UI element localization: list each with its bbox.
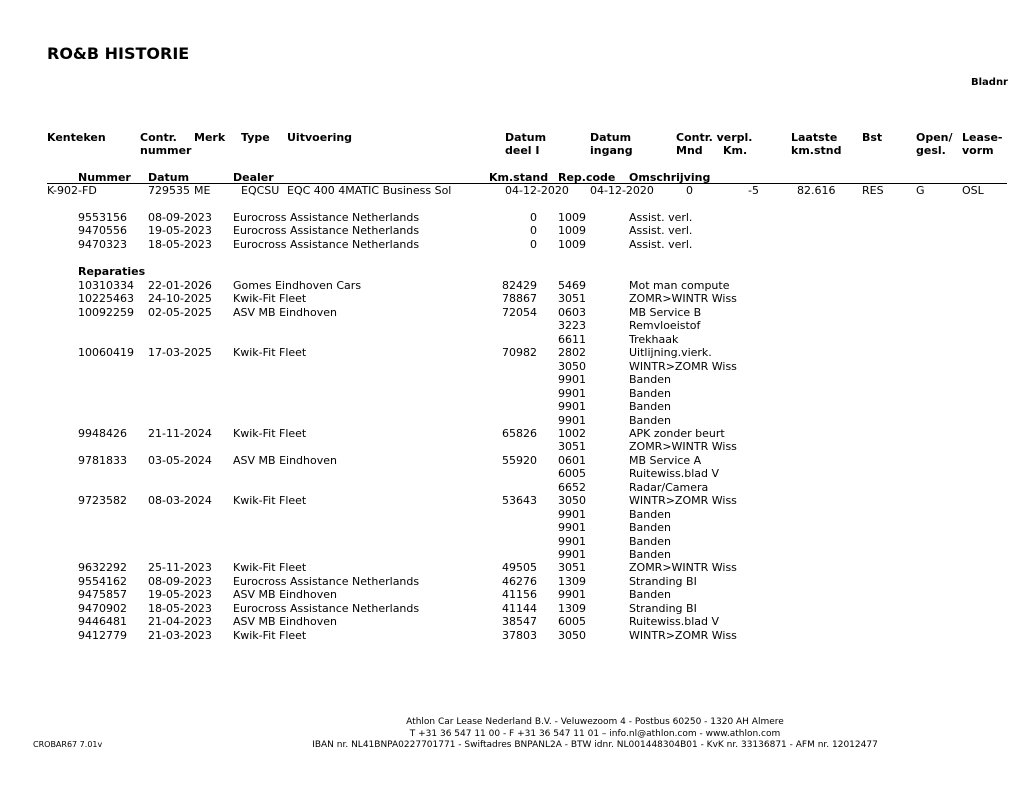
footer-address: Athlon Car Lease Nederland B.V. - Veluwezoom 4 - Postbus 60250 - 1320 AH Almere (406, 717, 784, 727)
row-repcode: 1309 (558, 601, 586, 615)
vehicle-type: EQCSU (241, 184, 280, 197)
row-omschrijving: WINTR>ZOMR Wiss (629, 628, 737, 642)
row-datum: 08-09-2023 (148, 574, 212, 588)
row-datum: 22-01-2026 (148, 279, 212, 292)
row-datum: 08-09-2023 (148, 211, 212, 224)
row-omschrijving: Assist. verl. (629, 211, 693, 224)
header-nummer: Nummer (78, 171, 131, 184)
row-repcode: 3051 (558, 440, 586, 454)
row-omschrijving: Banden (629, 534, 671, 548)
row-datum: 21-03-2023 (148, 628, 212, 642)
row-nummer: 9470556 (78, 224, 127, 238)
row-nummer: 9412779 (78, 628, 127, 642)
header-gesl: gesl. (916, 144, 946, 157)
footer-bank: IBAN nr. NL41BNPA0227701771 - Swiftadres BNPANL2A - BTW idnr. NL001448304B01 - KvK nr. 33136871 - AFM nr. 12012477 (312, 740, 878, 750)
header-datum: Datum (148, 171, 190, 184)
row-repcode: 9901 (558, 386, 586, 400)
row-nummer: 10092259 (78, 305, 134, 319)
row-omschrijving: Banden (629, 507, 671, 521)
row-repcode: 9901 (558, 507, 586, 521)
row-repcode: 1009 (558, 224, 586, 238)
header-datum-deel: Datum (505, 131, 547, 144)
row-kmstand: 41156 (502, 588, 537, 602)
row-repcode: 5469 (558, 279, 586, 292)
vehicle-open-gesl: G (916, 184, 925, 197)
row-omschrijving: ZOMR>WINTR Wiss (629, 561, 737, 575)
row-dealer: Eurocross Assistance Netherlands (233, 574, 420, 588)
footer-contact: T +31 36 547 11 00 - F +31 36 547 11 01 – info.nl@athlon.com - www.athlon.com (409, 729, 781, 739)
header-km: Km. (723, 144, 748, 157)
header-kenteken: Kenteken (47, 131, 106, 144)
row-repcode: 6005 (558, 615, 586, 629)
row-repcode: 9901 (558, 588, 586, 602)
row-omschrijving: Trekhaak (629, 332, 679, 346)
row-nummer: 9781833 (78, 453, 127, 467)
row-repcode: 3050 (558, 628, 586, 642)
vehicle-bst: RES (862, 184, 884, 197)
page-title: RO&B HISTORIE (47, 44, 190, 63)
row-dealer: Eurocross Assistance Netherlands (233, 224, 420, 238)
row-repcode: 0603 (558, 305, 586, 319)
row-dealer: Eurocross Assistance Netherlands (233, 211, 420, 224)
row-datum: 17-03-2025 (148, 346, 212, 360)
row-datum: 24-10-2025 (148, 292, 212, 306)
row-omschrijving: Ruitewiss.blad V (629, 467, 720, 481)
row-omschrijving: MB Service A (629, 453, 702, 467)
row-repcode: 0601 (558, 453, 586, 467)
row-kmstand: 0 (530, 211, 537, 224)
row-omschrijving: WINTR>ZOMR Wiss (629, 494, 737, 508)
row-dealer: Kwik-Fit Fleet (233, 346, 307, 360)
row-dealer: ASV MB Eindhoven (233, 615, 337, 629)
header-datum-ingang: Datum (590, 131, 632, 144)
row-nummer: 9632292 (78, 561, 127, 575)
row-dealer: Eurocross Assistance Netherlands (233, 601, 420, 615)
row-dealer: ASV MB Eindhoven (233, 305, 337, 319)
row-omschrijving: Ruitewiss.blad V (629, 615, 720, 629)
row-datum: 25-11-2023 (148, 561, 212, 575)
row-nummer: 9553156 (78, 211, 127, 224)
row-dealer: ASV MB Eindhoven (233, 453, 337, 467)
row-nummer: 9446481 (78, 615, 127, 629)
row-omschrijving: Banden (629, 413, 671, 427)
header-omschrijving: Omschrijving (629, 171, 711, 184)
header-kmstnd: km.stnd (791, 144, 842, 157)
row-kmstand: 49505 (502, 561, 537, 575)
header-merk: Merk (194, 131, 226, 144)
row-nummer: 9475857 (78, 588, 127, 602)
row-omschrijving: Remvloeistof (629, 319, 701, 333)
row-omschrijving: ZOMR>WINTR Wiss (629, 292, 737, 306)
row-repcode: 1002 (558, 426, 586, 440)
vehicle-merk: ME (194, 184, 211, 197)
row-repcode: 6652 (558, 480, 586, 494)
bladnr-label: Bladnr (970, 77, 1008, 88)
row-repcode: 9901 (558, 521, 586, 535)
row-datum: 19-05-2023 (148, 224, 212, 238)
header-mnd: Mnd (676, 144, 703, 157)
row-omschrijving: WINTR>ZOMR Wiss (629, 359, 737, 373)
reparaties-label: Reparaties (78, 265, 146, 278)
vehicle-laatste-km: 82.616 (797, 184, 836, 197)
row-kmstand: 53643 (502, 494, 537, 508)
row-dealer: Kwik-Fit Fleet (233, 494, 307, 508)
row-dealer: Kwik-Fit Fleet (233, 561, 307, 575)
row-repcode: 1009 (558, 237, 586, 251)
row-kmstand: 46276 (502, 574, 537, 588)
row-omschrijving: APK zonder beurt (629, 426, 725, 440)
header-dealer: Dealer (233, 171, 274, 184)
header-nummer-contr: nummer (140, 144, 192, 157)
row-omschrijving: ZOMR>WINTR Wiss (629, 440, 737, 454)
row-datum: 02-05-2025 (148, 305, 212, 319)
header-contr: Contr. (140, 131, 177, 144)
row-omschrijving: Assist. verl. (629, 237, 693, 251)
row-dealer: Kwik-Fit Fleet (233, 628, 307, 642)
header-lease: Lease- (962, 131, 1003, 144)
row-omschrijving: Banden (629, 548, 671, 561)
header-ingang: ingang (590, 144, 633, 157)
row-repcode: 3051 (558, 292, 586, 306)
row-repcode: 3051 (558, 561, 586, 575)
row-nummer: 10310334 (78, 279, 134, 292)
row-repcode: 1009 (558, 211, 586, 224)
row-repcode: 9901 (558, 534, 586, 548)
vehicle-mnd: 0 (686, 184, 693, 197)
row-datum: 19-05-2023 (148, 588, 212, 602)
header-uitvoering: Uitvoering (287, 131, 353, 144)
row-repcode: 6005 (558, 467, 586, 481)
row-datum: 08-03-2024 (148, 494, 212, 508)
header-kmstand: Km.stand (489, 171, 549, 184)
row-omschrijving: Uitlijning.vierk. (629, 346, 712, 360)
vehicle-datum-ingang: 04-12-2020 (590, 184, 654, 197)
row-omschrijving: Banden (629, 521, 671, 535)
header-deel-i: deel I (505, 144, 540, 157)
row-nummer: 9723582 (78, 494, 127, 508)
row-repcode: 6611 (558, 332, 586, 346)
row-repcode: 9901 (558, 413, 586, 427)
row-kmstand: 0 (530, 237, 537, 251)
row-kmstand: 38547 (502, 615, 537, 629)
row-kmstand: 70982 (502, 346, 537, 360)
row-datum: 21-04-2023 (148, 615, 212, 629)
row-repcode: 3223 (558, 319, 586, 333)
row-nummer: 9470323 (78, 237, 127, 251)
header-contr-verpl: Contr. verpl. (676, 131, 753, 144)
row-omschrijving: Banden (629, 588, 671, 602)
row-nummer: 9470902 (78, 601, 127, 615)
row-kmstand: 72054 (502, 305, 537, 319)
header-open: Open/ (916, 131, 953, 144)
row-kmstand: 78867 (502, 292, 537, 306)
row-dealer: Kwik-Fit Fleet (233, 426, 307, 440)
vehicle-km: -5 (748, 184, 759, 197)
row-datum: 21-11-2024 (148, 426, 212, 440)
form-code: CROBAR67 7.01v (33, 740, 103, 749)
row-kmstand: 37803 (502, 628, 537, 642)
row-omschrijving: Mot man compute (629, 279, 730, 292)
row-dealer: Eurocross Assistance Netherlands (233, 237, 420, 251)
row-repcode: 1309 (558, 574, 586, 588)
row-nummer: 10060419 (78, 346, 134, 360)
row-repcode: 9901 (558, 548, 586, 561)
row-omschrijving: Assist. verl. (629, 224, 693, 238)
header-type: Type (241, 131, 270, 144)
header-vorm: vorm (962, 144, 994, 157)
row-datum: 18-05-2023 (148, 237, 212, 251)
row-omschrijving: Stranding BI (629, 574, 697, 588)
row-repcode: 3050 (558, 494, 586, 508)
row-datum: 18-05-2023 (148, 601, 212, 615)
row-omschrijving: Banden (629, 400, 671, 414)
row-dealer: Kwik-Fit Fleet (233, 292, 307, 306)
vehicle-kenteken: K-902-FD (47, 184, 97, 197)
row-omschrijving: Banden (629, 373, 671, 387)
row-dealer: Gomes Eindhoven Cars (233, 279, 362, 292)
row-repcode: 3050 (558, 359, 586, 373)
row-omschrijving: Banden (629, 386, 671, 400)
row-omschrijving: MB Service B (629, 305, 702, 319)
row-repcode: 9901 (558, 400, 586, 414)
vehicle-contract: 729535 (148, 184, 190, 197)
row-kmstand: 65826 (502, 426, 537, 440)
row-repcode: 2802 (558, 346, 586, 360)
vehicle-lease-vorm: OSL (962, 184, 984, 197)
vehicle-uitvoering: EQC 400 4MATIC Business Sol (287, 184, 452, 197)
header-repcode: Rep.code (558, 171, 616, 184)
header-bst: Bst (862, 131, 883, 144)
vehicle-datum-deel: 04-12-2020 (505, 184, 569, 197)
row-nummer: 9554162 (78, 574, 127, 588)
row-kmstand: 55920 (502, 453, 537, 467)
row-omschrijving: Radar/Camera (629, 480, 709, 494)
row-kmstand: 0 (530, 224, 537, 238)
row-dealer: ASV MB Eindhoven (233, 588, 337, 602)
row-nummer: 10225463 (78, 292, 134, 306)
row-datum: 03-05-2024 (148, 453, 212, 467)
row-omschrijving: Stranding BI (629, 601, 697, 615)
row-repcode: 9901 (558, 373, 586, 387)
header-laatste: Laatste (791, 131, 838, 144)
row-kmstand: 82429 (502, 279, 537, 292)
row-kmstand: 41144 (502, 601, 537, 615)
row-nummer: 9948426 (78, 426, 127, 440)
